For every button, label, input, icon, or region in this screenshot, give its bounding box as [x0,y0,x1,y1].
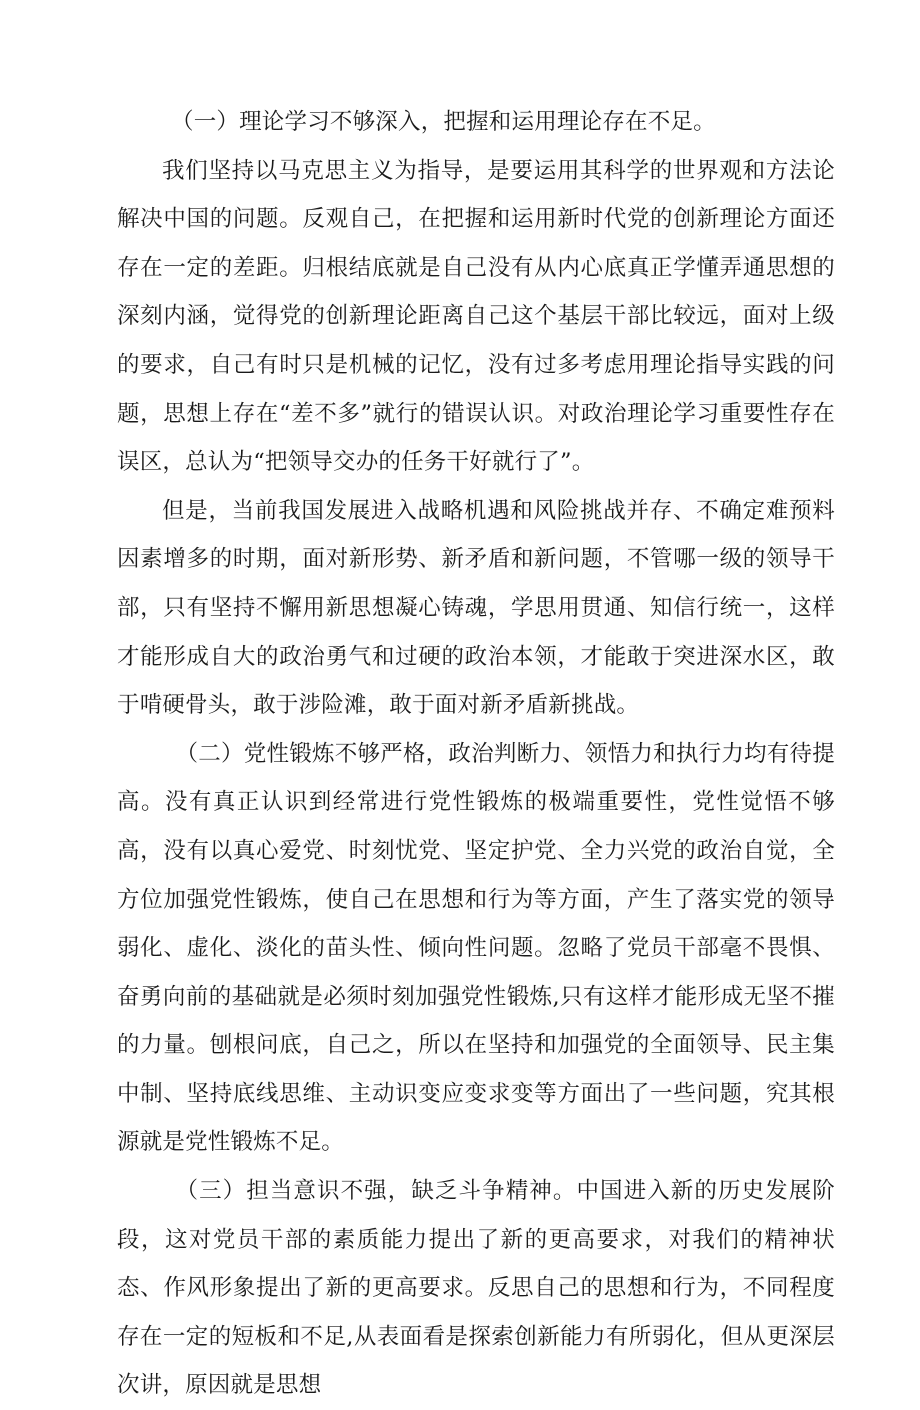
section-heading-2-paragraph: （二）党性锻炼不够严格，政治判断力、领悟力和执行力均有待提高。没有真正认识到经常进行党性锻炼的极端重要性，党性觉悟不够高，没有以真心爱党、时刻忧党、坚定护党、全力兴党的政治自觉，全方位加强党性锻炼，使自己在思想和行为等方面，产生了落实党的领导弱化、虚化、淡化的苗头性、倾向性问题。忽略了党员干部毫不畏惧、奋勇向前的基础就是必须时刻加强党性锻炼,只有这样才能形成无坚不摧的力量。刨根问底，自己之，所以在坚持和加强党的全面领导、民主集中制、坚持底线思维、主动识变应变求变等方面出了一些问题，究其根源就是党性锻炼不足。 [117,740,835,1156]
body-paragraph: 我们坚持以马克思主义为指导，是要运用其科学的世界观和方法论解决中国的问题。反观自己，在把握和运用新时代党的创新理论方面还存在一定的差距。归根结底就是自己没有从内心底真正学懂弄通思想的深刻内涵，觉得党的创新理论距离自己这个基层干部比较远，面对上级的要求，自己有时只是机械的记忆，没有过多考虑用理论指导实践的问题，思想上存在“差不多”就行的错误认识。对政治理论学习重要性存在误区，总认为“把领导交办的任务干好就行了”。 [117,157,835,476]
document-body [117,98,835,1410]
section-heading-3-paragraph: （三）担当意识不强，缺乏斗争精神。中国进入新的历史发展阶段，这对党员干部的素质能力提出了新的更高要求，对我们的精神状态、作风形象提出了新的更高要求。反思自己的思想和行为，不同程度存在一定的短板和不足,从表面看是探索创新能力有所弱化，但从更深层次讲，原因就是思想 [117,1178,835,1399]
section-heading-1: （一）理论学习不够深入，把握和运用理论存在不足。 [171,109,716,135]
body-paragraph: 但是，当前我国发展进入战略机遇和风险挑战并存、不确定难预料因素增多的时期，面对新形势、新矛盾和新问题，不管哪一级的领导干部，只有坚持不懈用新思想凝心铸魂，学思用贯通、知信行统一，这样才能形成自大的政治勇气和过硬的政治本领，才能敢于突进深水区，敢于啃硬骨头，敢于涉险滩，敢于面对新矛盾新挑战。 [117,497,835,719]
